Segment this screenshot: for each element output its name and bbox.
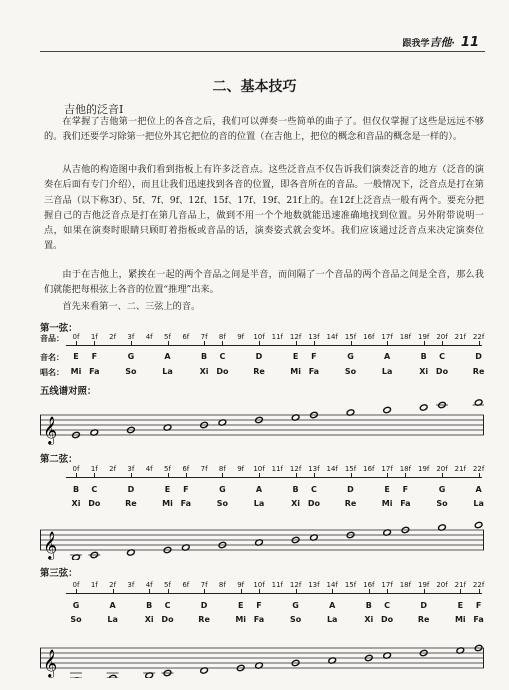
fret-tick xyxy=(94,341,95,346)
fret-tick xyxy=(442,341,443,346)
note-name: D xyxy=(255,352,263,361)
solfege-name: Do xyxy=(216,367,229,376)
solfege-name: Xi xyxy=(144,615,154,624)
fret-label: 17f xyxy=(381,333,393,341)
fret-label: 3f xyxy=(127,333,135,341)
fret-label: 16f xyxy=(363,465,375,473)
string3-line xyxy=(66,593,482,594)
fret-label: 14f xyxy=(326,465,338,473)
string1-label: 第一弦： xyxy=(40,323,78,334)
fret-tick xyxy=(259,473,260,478)
solfege-name: Re xyxy=(472,367,485,376)
note-name: G xyxy=(72,601,80,610)
fret-label: 8f xyxy=(218,581,226,589)
fret-tick xyxy=(387,473,388,478)
fret-label: 20f xyxy=(436,581,448,589)
fret-tick xyxy=(351,341,352,346)
solfege-name: Xi xyxy=(199,367,209,376)
note-name: C xyxy=(439,352,445,361)
fret-label: 9f xyxy=(237,465,245,473)
fret-tick xyxy=(113,589,114,594)
fret-label: 11f xyxy=(271,581,283,589)
note-name: F xyxy=(183,485,189,494)
solfege-name: Do xyxy=(435,367,449,376)
whole-note xyxy=(108,674,116,678)
note-name: D xyxy=(200,601,208,610)
solfege-name: Fa xyxy=(89,367,100,376)
fret-label: 15f xyxy=(344,581,357,589)
whole-note xyxy=(383,406,391,413)
solfege-name: Fa xyxy=(473,615,484,624)
solfege-name: La xyxy=(162,367,173,376)
solfege-name: Fa xyxy=(180,499,191,508)
solfege-name: Xi xyxy=(364,615,374,624)
string3-staff xyxy=(40,628,484,678)
note-name: C xyxy=(164,601,171,610)
solfege-name: Fa xyxy=(253,615,265,624)
note-name: A xyxy=(164,352,171,361)
note-name: G xyxy=(347,352,354,361)
note-row-label: 音名： xyxy=(40,353,64,362)
fret-label: 16f xyxy=(363,333,375,341)
section-title: 二、基本技巧 xyxy=(212,79,297,95)
note-name: D xyxy=(127,485,135,494)
note-name: F xyxy=(311,352,317,361)
subsection-title: 吉他的泛音Ⅰ xyxy=(64,103,124,116)
solfege-name: Mi xyxy=(162,499,173,508)
fret-tick xyxy=(296,589,297,594)
solfege-name: Xi xyxy=(291,499,301,508)
solfege-row-label: 唱名： xyxy=(40,368,64,377)
fret-label: 1f xyxy=(90,581,98,589)
header-brand: 吉他 xyxy=(429,36,452,49)
fret-label: 11f xyxy=(271,333,283,341)
solfege-name: La xyxy=(381,367,393,376)
whole-note xyxy=(419,404,427,411)
note-name: B xyxy=(365,601,372,610)
fret-label: 8f xyxy=(218,333,226,341)
fret-label: 13f xyxy=(308,333,320,341)
fret-label: 18f xyxy=(399,465,412,473)
fret-tick xyxy=(168,473,169,478)
fret-tick xyxy=(332,589,333,594)
note-name: F xyxy=(402,485,409,494)
fret-label: 19f xyxy=(418,581,430,589)
solfege-name: So xyxy=(216,499,229,508)
fret-label: 12f xyxy=(289,333,302,341)
page-number: 11 xyxy=(460,35,479,50)
note-name: B xyxy=(72,485,80,494)
fret-tick xyxy=(168,341,169,346)
solfege-name: So xyxy=(70,615,82,624)
note-name: F xyxy=(91,352,98,361)
whole-note xyxy=(474,521,482,528)
fret-tick xyxy=(259,589,260,594)
fret-label: 8f xyxy=(218,465,226,473)
fret-label: 19f xyxy=(418,333,430,341)
fret-label: 0f xyxy=(72,465,80,473)
fret-tick xyxy=(94,473,95,478)
solfege-name: Mi xyxy=(235,615,247,624)
string2-line xyxy=(66,477,482,478)
solfege-name: Mi xyxy=(70,367,82,376)
note-name: D xyxy=(475,352,482,361)
fret-label: 9f xyxy=(237,581,245,589)
string3-label: 第三弦： xyxy=(40,568,78,579)
solfege-name: Re xyxy=(344,499,357,508)
solfege-name: La xyxy=(326,615,338,624)
solfege-name: Re xyxy=(253,367,265,376)
note-name: E xyxy=(73,352,79,361)
solfege-name: Xi xyxy=(71,499,81,508)
note-name: F xyxy=(256,601,262,610)
fret-label: 5f xyxy=(164,581,171,589)
solfege-name: So xyxy=(125,367,137,376)
fret-tick xyxy=(241,589,242,594)
fret-tick xyxy=(314,341,315,346)
note-name: C xyxy=(384,601,391,610)
fret-tick xyxy=(296,473,297,478)
note-name: A xyxy=(475,485,482,494)
fret-tick xyxy=(442,473,443,478)
fret-label: 9f xyxy=(237,333,245,341)
fret-tick xyxy=(314,473,315,478)
solfege-name: Do xyxy=(307,499,320,508)
fret-label: 12f xyxy=(289,465,302,473)
fret-tick xyxy=(222,341,223,346)
note-name: E xyxy=(384,485,390,494)
fret-label: 20f xyxy=(436,333,448,341)
fret-label: 2f xyxy=(109,333,117,341)
fret-label: 3f xyxy=(127,581,135,589)
fret-label: 2f xyxy=(109,581,117,589)
treble-clef-icon: 𝄞 xyxy=(43,531,58,559)
solfege-name: So xyxy=(289,615,302,624)
fret-label: 5f xyxy=(164,465,171,473)
header-text: 跟我学 xyxy=(402,39,430,49)
fret-label: 16f xyxy=(363,581,375,589)
note-name: C xyxy=(219,352,226,361)
fret-label: 21f xyxy=(454,581,466,589)
note-name: C xyxy=(91,485,98,494)
treble-clef-icon: 𝄞 xyxy=(43,649,58,677)
fret-label: 14f xyxy=(326,581,338,589)
fret-label: 15f xyxy=(344,333,357,341)
note-name: B xyxy=(420,352,427,361)
fret-tick xyxy=(479,341,480,346)
treble-clef-icon: 𝄞 xyxy=(43,416,58,444)
fret-label: 0f xyxy=(72,333,80,341)
fret-label: 5f xyxy=(164,333,171,341)
note-name: B xyxy=(146,601,153,610)
note-name: D xyxy=(420,601,428,610)
solfege-name: Mi xyxy=(454,615,466,624)
fret-tick xyxy=(204,341,205,346)
fret-tick xyxy=(387,589,388,594)
solfege-name: Mi xyxy=(381,499,393,508)
fret-label: 1f xyxy=(90,333,98,341)
note-name: A xyxy=(329,601,336,610)
staff-compare-label: 五线谱对照： xyxy=(40,386,97,397)
fret-row-label: 音品： xyxy=(40,334,64,343)
string2-label: 第二弦： xyxy=(40,454,78,465)
note-name: G xyxy=(292,601,299,610)
fret-tick xyxy=(222,473,223,478)
string1-staff xyxy=(40,395,484,445)
running-header xyxy=(402,34,479,50)
fret-tick xyxy=(460,589,461,594)
note-name: B xyxy=(292,485,299,494)
note-name: G xyxy=(438,485,446,494)
note-name: C xyxy=(310,485,317,494)
fret-tick xyxy=(424,589,425,594)
fret-label: 4f xyxy=(145,581,153,589)
note-name: A xyxy=(255,485,263,494)
solfege-name: Re xyxy=(198,615,210,624)
fret-label: 17f xyxy=(381,581,393,589)
fret-label: 6f xyxy=(182,465,190,473)
header-rule xyxy=(40,51,485,52)
fret-tick xyxy=(186,473,187,478)
fret-tick xyxy=(387,341,388,346)
fret-label: 2f xyxy=(109,465,117,473)
fret-label: 0f xyxy=(72,581,80,589)
note-name: A xyxy=(109,601,116,610)
solfege-name: So xyxy=(344,367,357,376)
fret-label: 7f xyxy=(200,581,208,589)
fret-tick xyxy=(259,341,260,346)
solfege-name: Do xyxy=(88,499,101,508)
note-name: E xyxy=(164,485,171,494)
note-name: F xyxy=(475,601,482,610)
fret-tick xyxy=(76,589,77,594)
fret-label: 22f xyxy=(472,465,485,473)
fret-label: 7f xyxy=(200,465,208,473)
fret-label: 10f xyxy=(253,465,265,473)
fret-tick xyxy=(405,473,406,478)
fret-tick xyxy=(131,473,132,478)
fret-label: 11f xyxy=(271,465,283,473)
solfege-name: Mi xyxy=(290,367,301,376)
fret-label: 14f xyxy=(326,333,338,341)
fret-tick xyxy=(149,589,150,594)
fret-label: 4f xyxy=(145,465,153,473)
paragraph-3: 由于在吉他上，紧挨在一起的两个音品之间是半音，而间隔了一个音品的两个音品之间是全音，那么我们就能把每根弦上各音的位置“推理”出来。 xyxy=(44,269,484,296)
solfege-name: So xyxy=(436,499,448,508)
note-name: B xyxy=(201,352,208,361)
fret-label: 10f xyxy=(253,333,265,341)
solfege-name: Re xyxy=(125,499,137,508)
fret-label: 22f xyxy=(472,581,485,589)
fret-label: 12f xyxy=(289,581,302,589)
fret-label: 18f xyxy=(399,333,412,341)
fret-label: 4f xyxy=(145,333,153,341)
fret-tick xyxy=(131,341,132,346)
fret-tick xyxy=(76,473,77,478)
solfege-name: Xi xyxy=(419,367,429,376)
fret-label: 3f xyxy=(127,465,135,473)
fret-label: 10f xyxy=(253,581,265,589)
solfege-name: Fa xyxy=(308,367,320,376)
fret-label: 19f xyxy=(418,465,430,473)
fret-label: 7f xyxy=(200,333,208,341)
header-dot: · xyxy=(451,39,455,49)
fret-tick xyxy=(296,341,297,346)
fret-label: 13f xyxy=(308,581,320,589)
fret-tick xyxy=(204,589,205,594)
solfege-name: La xyxy=(473,499,484,508)
fret-label: 6f xyxy=(182,333,190,341)
note-name: A xyxy=(383,352,391,361)
fret-tick xyxy=(369,589,370,594)
solfege-name: La xyxy=(107,615,118,624)
solfege-name: Do xyxy=(161,615,174,624)
fret-tick xyxy=(168,589,169,594)
solfege-name: Re xyxy=(417,615,430,624)
fret-label: 18f xyxy=(399,581,412,589)
string1-line xyxy=(66,345,482,346)
solfege-name: La xyxy=(253,499,265,508)
solfege-name: Do xyxy=(381,615,394,624)
paragraph-4: 首先来看第一、二、三弦上的音。 xyxy=(62,301,201,312)
fret-tick xyxy=(351,473,352,478)
paragraph-2: 从吉他的构造图中我们看到指板上有许多泛音点。这些泛音点不仅告诉我们演奏泛音的地方（泛音的演奏在后面有专门介绍），而且让我们迅速找到各音的位置，即各音所在的音品。一般情况下，泛音点是打在第三音品（以下称3f）、5f、7f、9f、12f、15f、17f、19f、21f上的。在12f上泛音点一般有两个。要充分把握自己的吉他泛音点是打在第几音品上，做到不用一个个地数就能迅速准确地找到位置。另外附带说明一点，如果在演奏时眼睛只顾盯着指板或音品的话，演奏姿式就会变坏。我们应该通过泛音点来决定演奏位置。 xyxy=(44,164,484,252)
fret-tick xyxy=(479,473,480,478)
fret-label: 20f xyxy=(436,465,448,473)
solfege-name: Fa xyxy=(400,499,411,508)
fret-label: 21f xyxy=(454,465,466,473)
string2-staff xyxy=(40,510,484,560)
note-name: E xyxy=(457,601,464,610)
fret-tick xyxy=(424,341,425,346)
fret-label: 22f xyxy=(472,333,485,341)
fret-label: 6f xyxy=(182,581,190,589)
fret-label: 17f xyxy=(381,465,393,473)
note-name: G xyxy=(219,485,226,494)
fret-label: 21f xyxy=(454,333,466,341)
note-name: E xyxy=(292,352,299,361)
fret-label: 13f xyxy=(308,465,320,473)
fret-label: 15f xyxy=(344,465,357,473)
note-name: E xyxy=(237,601,244,610)
note-name: D xyxy=(347,485,354,494)
fret-tick xyxy=(76,341,77,346)
paragraph-1: 在掌握了吉他第一把位上的各音之后，我们可以弹奏一些简单的曲子了。但仅仅掌握了这些是远远不够的。我们还要学习除第一把位外其它把位的音的位置（在吉他上，把位的概念和音品的概念是一样的）。 xyxy=(44,116,484,143)
note-name: G xyxy=(127,352,135,361)
fret-tick xyxy=(479,589,480,594)
fret-label: 1f xyxy=(90,465,98,473)
